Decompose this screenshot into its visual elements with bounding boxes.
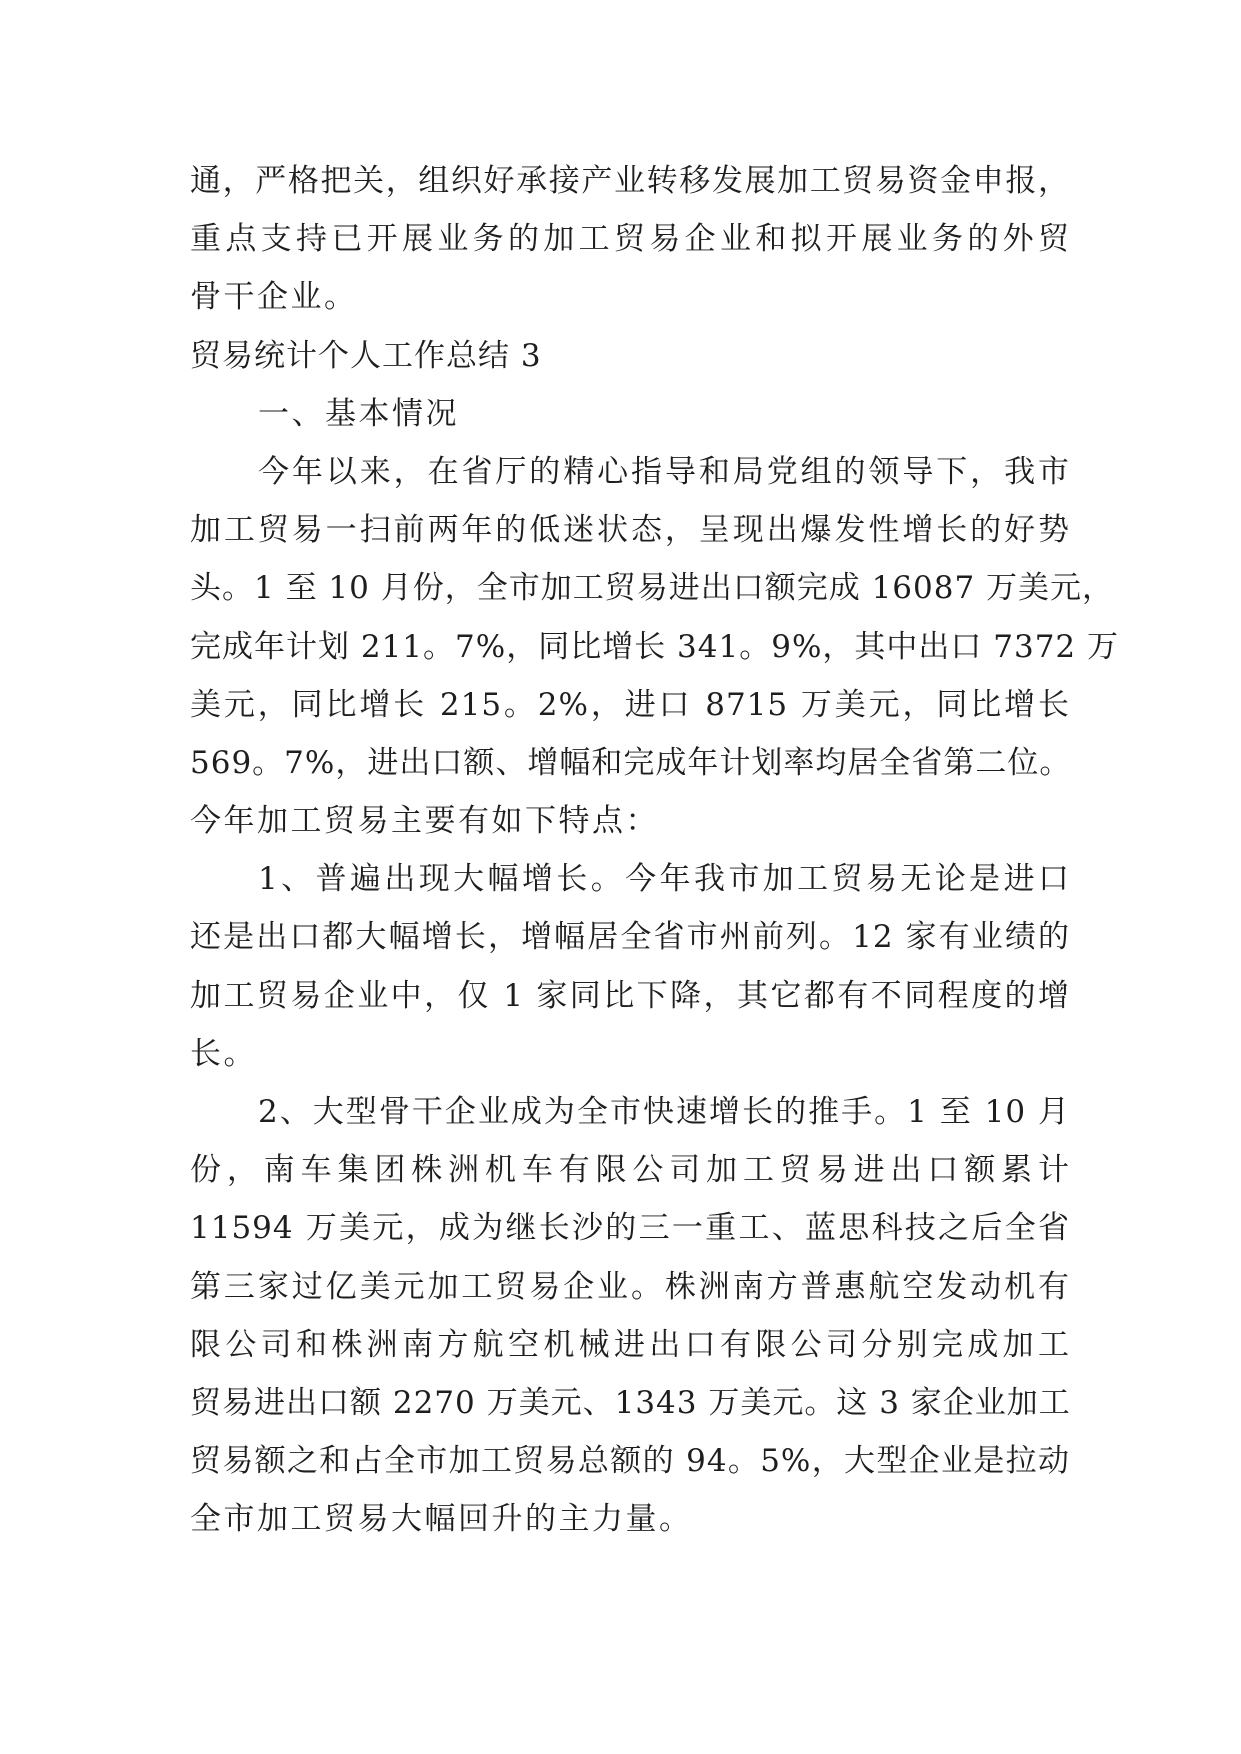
text-line: 今年以来，在省厅的精心指导和局党组的领导下，我市 — [258, 453, 1070, 490]
text-line: 还是出口都大幅增长，增幅居全省市州前列。12 家有业绩的 — [190, 919, 1070, 956]
text-line: 2、大型骨干企业成为全市快速增长的推手。1 至 10 月 — [258, 1094, 1070, 1130]
text-line: 11594 万美元，成为继长沙的三一重工、蓝思科技之后全省 — [190, 1210, 1070, 1247]
text-line: 今年加工贸易主要有如下特点： — [190, 803, 659, 840]
text-line: 加工贸易企业中，仅 1 家同比下降，其它都有不同程度的增 — [190, 977, 1070, 1014]
text-line: 569。7%，进出口额、增幅和完成年计划率均居全省第二位。 — [190, 744, 1072, 781]
text-line: 头。1 至 10 月份，全市加工贸易进出口额完成 16087 万美元， — [190, 570, 1115, 607]
text-line: 1、普遍出现大幅增长。今年我市加工贸易无论是进口 — [258, 861, 1070, 898]
text-line: 贸易额之和占全市加工贸易总额的 94。5%，大型企业是拉动 — [190, 1443, 1070, 1480]
body-text — [190, 152, 1120, 1549]
text-line: 重点支持已开展业务的加工贸易企业和拟开展业务的外贸 — [190, 221, 1070, 258]
section-title: 贸易统计个人工作总结 3 — [190, 337, 542, 374]
text-line: 美元，同比增长 215。2%，进口 8715 万美元，同比增长 — [190, 686, 1070, 723]
text-line: 骨干企业。 — [190, 279, 358, 316]
text-line: 长。 — [190, 1035, 257, 1072]
text-line: 完成年计划 211。7%，同比增长 341。9%，其中出口 7372 万 — [190, 628, 1120, 665]
text-line: 通，严格把关，组织好承接产业转移发展加工贸易资金申报， — [190, 163, 1070, 199]
text-line: 贸易进出口额 2270 万美元、1343 万美元。这 3 家企业加工 — [190, 1384, 1071, 1421]
text-line: 限公司和株洲南方航空机械进出口有限公司分别完成加工 — [190, 1326, 1070, 1363]
text-line: 全市加工贸易大幅回升的主力量。 — [190, 1501, 693, 1538]
text-line: 份，南车集团株洲机车有限公司加工贸易进出口额累计 — [190, 1152, 1070, 1189]
text-line: 第三家过亿美元加工贸易企业。株洲南方普惠航空发动机有 — [190, 1268, 1070, 1305]
subsection-heading: 一、基本情况 — [258, 395, 459, 432]
text-line: 加工贸易一扫前两年的低迷状态，呈现出爆发性增长的好势 — [190, 512, 1070, 549]
